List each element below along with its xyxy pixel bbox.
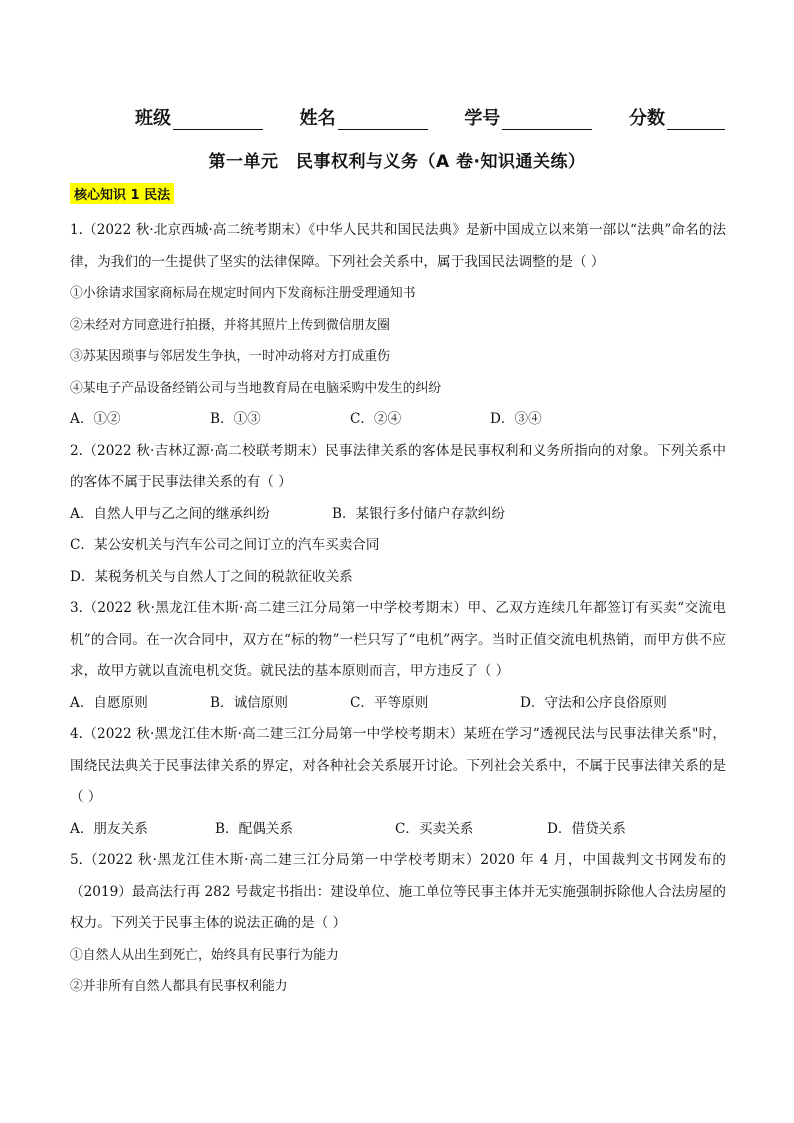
- question-2-options-row-1: [70, 499, 726, 531]
- student-id-label: 学号: [464, 108, 501, 129]
- class-label: 班级: [135, 108, 171, 129]
- score-label: 分数: [628, 108, 665, 129]
- question-3-option-a[interactable]: A．自愿原则: [70, 694, 148, 711]
- page-title: 第一单元 民事权利与义务（A 卷·知识通关练）: [208, 152, 586, 172]
- section-heading: 核心知识 1 民法: [70, 183, 174, 204]
- question-4-options: [70, 814, 726, 846]
- question-5-item-1: ①自然人从出生到死亡，始终具有民事行为能力: [70, 947, 339, 963]
- question-1-option-c[interactable]: C．②④: [350, 411, 402, 427]
- score-field: [629, 104, 725, 130]
- question-3-stem: 3.（2022 秋·黑龙江佳木斯·高二建三江分局第一中学校考期末）甲、乙双方连续几年都签订有买卖“交流电机”的合同。在一次合同中，双方在“标的物”一栏只写了“电机”两字。当时正值交流电机热销，而甲方供不应求，故甲方就以直流电机交货。就民法的基本原则而言，甲方违反了（ ）: [70, 600, 726, 679]
- question-4-option-b[interactable]: B．配偶关系: [215, 820, 293, 837]
- question-1-options: [70, 404, 726, 436]
- question-2-option-d[interactable]: D．某税务机关与自然人丁之间的税款征收关系: [70, 568, 353, 585]
- question-2-option-c[interactable]: C．某公安机关与汽车公司之间订立的汽车买卖合同: [70, 537, 380, 553]
- question-1-item-2: ②未经对方同意进行拍摄，并将其照片上传到微信朋友圈: [70, 317, 390, 333]
- question-2-stem: 2.（2022 秋·吉林辽源·高二校联考期末）民事法律关系的客体是民事权利和义务所指向的对象。下列关系中的客体不属于民事法律关系的有（ ）: [70, 442, 726, 490]
- question-4-option-a[interactable]: A．朋友关系: [70, 820, 148, 837]
- question-4-option-d[interactable]: D．借贷关系: [547, 820, 626, 837]
- question-1-option-d[interactable]: D．③④: [490, 411, 542, 427]
- question-1-option-a[interactable]: A．①②: [70, 411, 121, 427]
- question-1-option-b[interactable]: B．①③: [210, 411, 261, 427]
- name-blank[interactable]: [338, 111, 428, 130]
- class-field: [135, 104, 263, 130]
- question-2-option-b[interactable]: B．某银行多付储户存款纠纷: [332, 505, 506, 522]
- question-1-item-3: ③苏某因琐事与邻居发生争执，一时冲动将对方打成重伤: [70, 349, 390, 364]
- student-id-blank[interactable]: [502, 111, 592, 130]
- question-5-item-2: ②并非所有自然人都具有民事权利能力: [70, 979, 288, 994]
- question-4-option-c[interactable]: C．买卖关系: [395, 820, 474, 837]
- question-5-stem: 5.（2022 秋·黑龙江佳木斯·高二建三江分局第一中学校考期末）2020 年 4 月，中国裁判文书网发布的（2019）最高法行再 282 号裁定书指出：建设单位、施工单位等民事主体并无实施强制拆除他人合法房屋的权力。下列关于民事主体的说法正确的是（ ）: [70, 852, 726, 931]
- question-1-stem: 1.（2022 秋·北京西城·高二统考期末）《中华人民共和国民法典》是新中国成立以来第一部以“法典”命名的法律，为我们的一生提供了坚实的法律保障。下列社会关系中，属于我国民法调整的是（ ）: [70, 222, 726, 270]
- question-list: [70, 215, 726, 1003]
- question-1-item-1: ①小徐请求国家商标局在规定时间内下发商标注册受理通知书: [70, 286, 416, 301]
- question-3-option-d[interactable]: D．守法和公序良俗原则: [520, 694, 667, 711]
- name-label: 姓名: [299, 108, 336, 129]
- question-1-item-4: ④某电子产品设备经销公司与当地教育局在电脑采购中发生的纠纷: [70, 380, 442, 396]
- question-3-option-b[interactable]: B．诚信原则: [210, 694, 288, 711]
- question-2-option-a[interactable]: A．自然人甲与乙之间的继承纠纷: [70, 505, 271, 522]
- class-blank[interactable]: [173, 111, 263, 130]
- score-blank[interactable]: [667, 111, 725, 130]
- name-field: [300, 104, 428, 130]
- student-info-row: [135, 104, 725, 130]
- question-3-option-c[interactable]: C．平等原则: [350, 694, 429, 711]
- question-3-options: [70, 688, 726, 720]
- student-id-field: [464, 104, 592, 130]
- question-4-stem: 4.（2022 秋·黑龙江佳木斯·高二建三江分局第一中学校考期末）某班在学习“透视民法与民事法律关系"时，围绕民法典关于民事法律关系的界定，对各种社会关系展开讨论。下列社会关系中，不属于民事法律关系的是（ ）: [70, 726, 726, 805]
